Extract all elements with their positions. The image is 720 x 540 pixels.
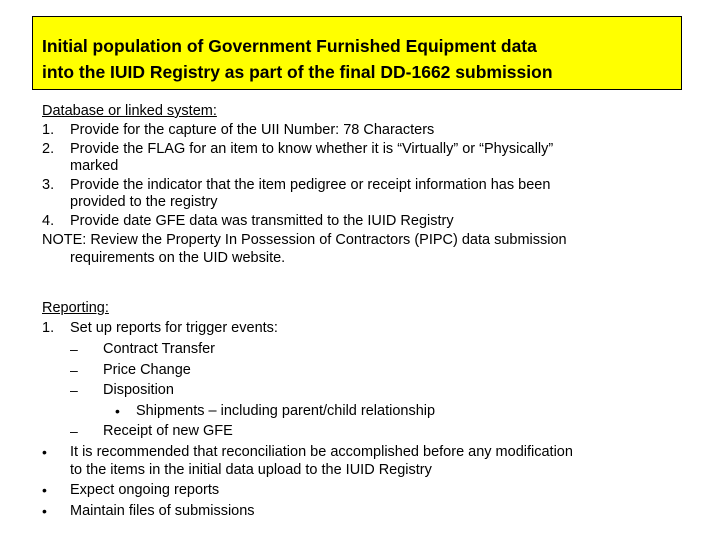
item-number: 3. bbox=[42, 177, 55, 193]
list-item bbox=[42, 212, 682, 231]
item-text: provided to the registry bbox=[70, 194, 218, 210]
bullet-marker: • bbox=[42, 481, 47, 498]
list-item bbox=[42, 176, 682, 195]
item-text: Provide the indicator that the item pedigree or receipt information has been bbox=[70, 177, 551, 193]
item-text: Provide for the capture of the UII Number: 78 Characters bbox=[70, 122, 435, 138]
list-item bbox=[42, 318, 682, 339]
item-number: 2. bbox=[42, 141, 55, 157]
sub-item-text: Contract Transfer bbox=[103, 341, 216, 357]
dash-marker: – bbox=[70, 423, 78, 439]
bullet-item bbox=[42, 480, 682, 501]
title-line-1: Initial population of Government Furnished Equipment data bbox=[42, 36, 537, 56]
sub-list-item bbox=[42, 421, 682, 442]
bullet-text: Expect ongoing reports bbox=[70, 481, 220, 498]
dash-marker: – bbox=[70, 341, 78, 357]
reporting-heading: Reporting: bbox=[42, 300, 109, 316]
item-text: marked bbox=[70, 158, 119, 174]
sub-item-text: Receipt of new GFE bbox=[103, 423, 233, 439]
slide-title-box bbox=[32, 16, 682, 90]
item-text: Provide date GFE data was transmitted to the IUID Registry bbox=[70, 213, 454, 229]
list-item bbox=[42, 121, 682, 140]
slide-body bbox=[42, 102, 682, 521]
bullet-marker: • bbox=[42, 443, 47, 460]
section-gap bbox=[42, 266, 682, 299]
note-text: requirements on the UID website. bbox=[70, 250, 286, 266]
list-item-continuation bbox=[42, 159, 682, 174]
item-text: Set up reports for trigger events: bbox=[70, 320, 278, 336]
bullet-continuation bbox=[42, 462, 682, 478]
bullet-item bbox=[42, 442, 682, 462]
dash-marker: – bbox=[70, 382, 78, 398]
sub-item-text: Disposition bbox=[103, 382, 174, 398]
sub-list-item bbox=[42, 360, 682, 381]
item-number: 1. bbox=[42, 122, 55, 138]
item-text: Provide the FLAG for an item to know whether it is “Virtually” or “Physically” bbox=[70, 141, 554, 157]
note-continuation bbox=[42, 250, 682, 266]
item-number: 4. bbox=[42, 213, 55, 229]
bullet-text: to the items in the initial data upload to the IUID Registry bbox=[70, 461, 432, 478]
sub-item-text: Price Change bbox=[103, 361, 191, 378]
item-number: 1. bbox=[42, 320, 55, 336]
list-item bbox=[42, 140, 682, 159]
title-line-2: into the IUID Registry as part of the final DD-1662 submission bbox=[42, 62, 553, 82]
dash-marker: – bbox=[70, 361, 78, 378]
database-heading: Database or linked system: bbox=[42, 103, 217, 119]
bullet-marker: • bbox=[115, 402, 120, 419]
sub-sub-list-item bbox=[42, 401, 682, 422]
sub-list-item bbox=[42, 339, 682, 360]
note-line: NOTE: Review the Property In Possession of Contractors (PIPC) data submission bbox=[42, 232, 567, 248]
bullet-text: Maintain files of submissions bbox=[70, 502, 255, 519]
bullet-marker: • bbox=[42, 502, 47, 519]
list-item-continuation bbox=[42, 195, 682, 210]
bullet-text: It is recommended that reconciliation be accomplished before any modification bbox=[70, 443, 573, 460]
sub-sub-item-text: Shipments – including parent/child relationship bbox=[136, 402, 436, 419]
bullet-item bbox=[42, 501, 682, 521]
sub-list-item bbox=[42, 380, 682, 401]
